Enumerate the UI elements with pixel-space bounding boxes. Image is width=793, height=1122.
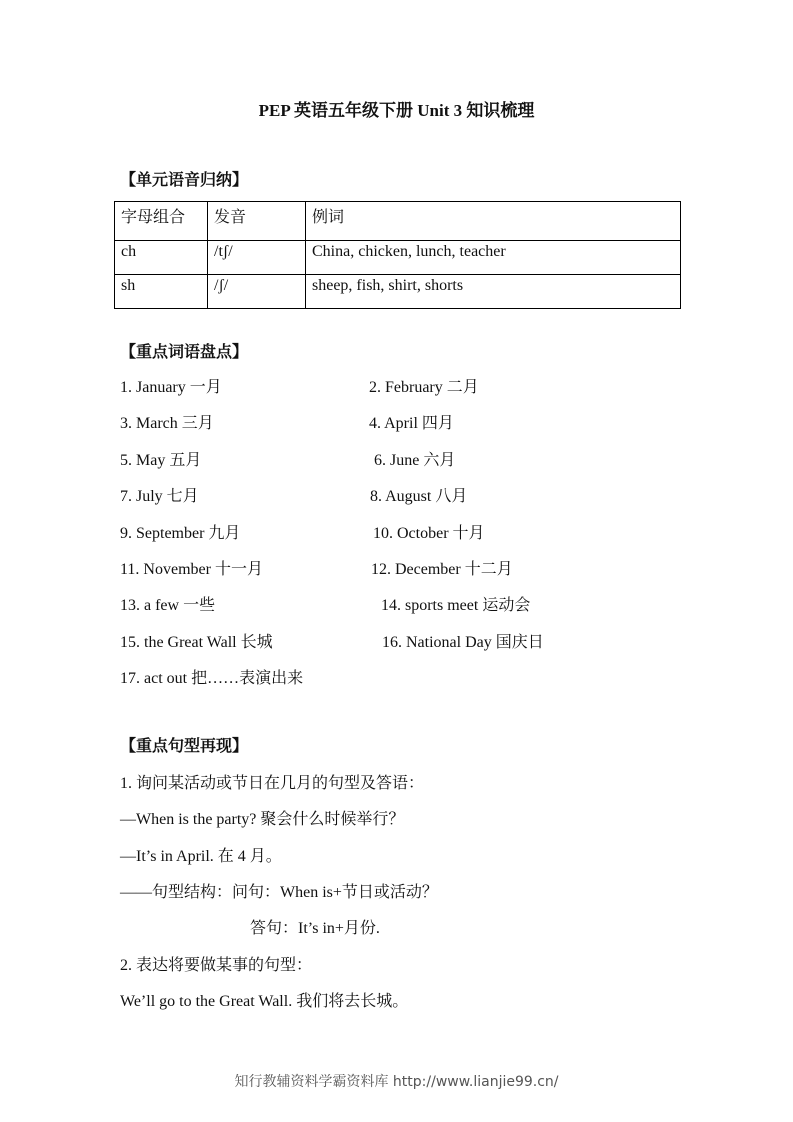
sentence-line: 1. 询问某活动或节日在几月的句型及答语： bbox=[120, 775, 425, 792]
sentence-line: We’ll go to the Great Wall. 我们将去长城。 bbox=[120, 993, 409, 1010]
vocab-item: 4. April 四月 bbox=[369, 415, 454, 432]
vocab-item: 5. May 五月 bbox=[120, 452, 202, 469]
section-heading-vocab: 【重点词语盘点】 bbox=[120, 344, 249, 361]
vocab-item: 10. October 十月 bbox=[373, 525, 485, 542]
sentence-line: 2. 表达将要做某事的句型： bbox=[120, 957, 313, 974]
vocab-item: 15. the Great Wall 长城 bbox=[120, 634, 273, 651]
vocab-item: 11. November 十一月 bbox=[120, 561, 263, 578]
vocab-item: 12. December 十二月 bbox=[371, 561, 513, 578]
table-header-cell: 例词 bbox=[306, 202, 681, 241]
phonics-table bbox=[114, 201, 681, 309]
vocab-item: 3. March 三月 bbox=[120, 415, 214, 432]
vocab-item: 16. National Day 国庆日 bbox=[382, 634, 544, 651]
section-heading-phonics: 【单元语音归纳】 bbox=[120, 172, 249, 189]
vocab-item: 14. sports meet 运动会 bbox=[381, 597, 531, 614]
vocab-item: 9. September 九月 bbox=[120, 525, 241, 542]
table-header-row bbox=[115, 202, 681, 241]
vocab-item: 6. June 六月 bbox=[374, 452, 456, 469]
sentence-line: ——句型结构：问句：When is+节日或活动？ bbox=[120, 884, 438, 901]
table-cell: sheep, fish, shirt, shorts bbox=[306, 275, 681, 309]
table-cell: /ʃ/ bbox=[208, 275, 306, 309]
table-cell: China, chicken, lunch, teacher bbox=[306, 241, 681, 275]
footer-watermark: 知行教辅资料学霸资料库 http://www.lianjie99.cn/ bbox=[234, 1074, 559, 1090]
section-heading-sentences: 【重点句型再现】 bbox=[120, 738, 249, 755]
vocab-item: 13. a few 一些 bbox=[120, 597, 216, 614]
vocab-item: 2. February 二月 bbox=[369, 379, 479, 396]
table-header-cell: 字母组合 bbox=[115, 202, 208, 241]
table-header-cell: 发音 bbox=[208, 202, 306, 241]
table-row bbox=[115, 241, 681, 275]
table-row bbox=[115, 275, 681, 309]
vocab-item: 1. January 一月 bbox=[120, 379, 222, 396]
sentence-line: —When is the party? 聚会什么时候举行？ bbox=[120, 811, 405, 828]
table-cell: ch bbox=[115, 241, 208, 275]
sentence-line: 答句：It’s in+月份. bbox=[250, 920, 380, 937]
vocab-item: 7. July 七月 bbox=[120, 488, 199, 505]
table-cell: /tʃ/ bbox=[208, 241, 306, 275]
vocab-item: 8. August 八月 bbox=[370, 488, 468, 505]
page-title: PEP 英语五年级下册 Unit 3 知识梳理 bbox=[258, 101, 535, 120]
table-cell: sh bbox=[115, 275, 208, 309]
sentence-line: —It’s in April. 在 4 月。 bbox=[120, 848, 282, 865]
vocab-item: 17. act out 把……表演出来 bbox=[120, 670, 304, 687]
